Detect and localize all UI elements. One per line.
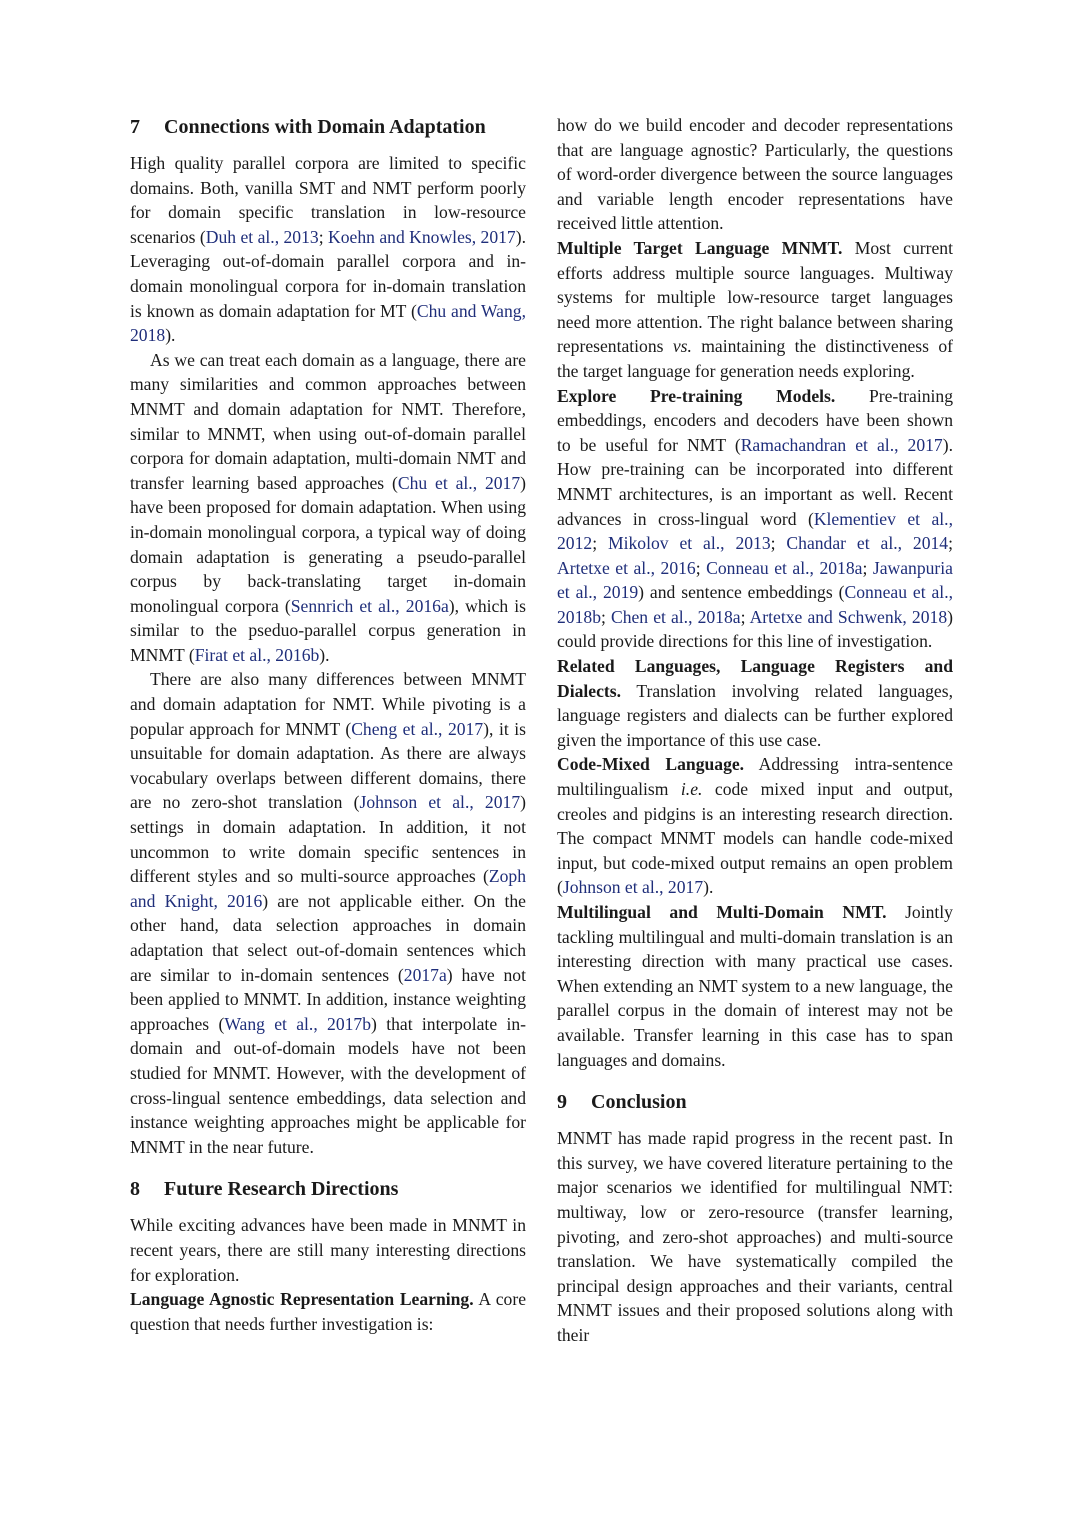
citation-link[interactable]: Conneau et al., 2018a — [706, 557, 863, 578]
right-column — [557, 113, 953, 1348]
section-9-heading: 9 Conclusion — [557, 1091, 687, 1114]
citation-link[interactable]: Johnson et al., 2017 — [562, 877, 704, 898]
section-7-paragraph-1: High quality parallel corpora are limited to specific domains. Both, vanilla SMT and NMT perform poorly for domain specific translation in low-resource scenarios (Duh et al., 2013; Koehn and Knowles, 2017). Leveraging out-of-domain parallel corpora and in-domain monolingual corpora for in-domain translation is known as domain adaptation for MT (Chu and Wang, 2018). — [130, 153, 526, 346]
section-8-heading: 8 Future Research Directions — [130, 1178, 399, 1201]
citation-link[interactable]: Duh et al., 2013 — [205, 226, 319, 247]
section-8-intro: While exciting advances have been made in MNMT in recent years, there are still many interesting directions for exploration. — [130, 1215, 526, 1285]
research-item-language-agnostic-part2: how do we build encoder and decoder representations that are language agnostic? Particularly, the questions of word-order divergence between the source languages and variable length encoder representations have received little attention. — [557, 115, 953, 234]
research-item-related-languages: Related Languages, Language Registers and Dialects. Translation involving related languages, language registers and dialects can be further explored given the importance of this use case. — [557, 656, 953, 750]
citation-link[interactable]: Mikolov et al., 2013 — [607, 533, 771, 554]
citation-link[interactable]: Zoph and Knight, 2016 — [130, 866, 526, 911]
left-column — [130, 113, 526, 1336]
citation-link[interactable]: Conneau et al., 2018b — [557, 582, 953, 627]
research-item-heading: Multilingual and Multi-Domain NMT. — [557, 902, 887, 922]
citation-link[interactable]: Wang et al., 2017b — [224, 1013, 372, 1034]
citation-link[interactable]: Sennrich et al., 2016a — [290, 595, 449, 616]
research-item-heading: Multiple Target Language MNMT. — [557, 237, 843, 258]
section-9-paragraph-1: MNMT has made rapid progress in the recent past. In this survey, we have covered literature pertaining to the major scenarios we identified for multilingual NMT: multiway, low or zero-resource (transfer learning, pivoting, and zero-shot approaches) and multi-source translation. We have systematically compiled the principal design approaches and their variants, central MNMT issues and their proposed solutions along with their — [557, 1128, 953, 1345]
research-item-multi-domain: Multilingual and Multi-Domain NMT. Jointly tackling multilingual and multi-domain translation is an interesting direction with many practical use cases. When extending an NMT system to a new language, the parallel corpus in the domain of interest may not be available. Transfer learning in this case has to span languages and domains. — [557, 902, 953, 1070]
citation-link[interactable]: Artetxe and Schwenk, 2018 — [749, 606, 948, 627]
research-item-heading: Explore Pre-training Models. — [557, 385, 836, 406]
citation-link[interactable]: Ramachandran et al., 2017 — [740, 434, 943, 455]
citation-link[interactable]: Cheng et al., 2017 — [351, 718, 484, 739]
research-item-language-agnostic-part1: Language Agnostic Representation Learning. A core question that needs further investigation is: — [130, 1289, 526, 1334]
citation-link[interactable]: Chen et al., 2018a — [610, 606, 741, 627]
section-7-heading: 7 Connections with Domain Adaptation — [130, 116, 486, 138]
citation-link[interactable]: Chu and Wang, 2018 — [130, 300, 526, 346]
research-item-multiple-target: Multiple Target Language MNMT. Most current efforts address multiple source languages. Multiway systems for multiple low-resource target languages need more attention. The right balance between sharing representations vs. maintaining the distinctiveness of the target language for generation needs exploring. — [557, 237, 953, 381]
research-item-heading: Code-Mixed Language. — [557, 754, 745, 775]
citation-link[interactable]: Chu et al., 2017 — [397, 472, 521, 493]
research-item-code-mixed: Code-Mixed Language. Addressing intra-sentence multilingualism i.e. code mixed input and output, creoles and pidgins is an interesting research direction. The compact MNMT models can handle code-mixed input, but code-mixed output remains an open problem (Johnson et al., 2017). — [557, 754, 953, 898]
citation-link[interactable]: Firat et al., 2016b — [194, 644, 320, 665]
citation-link[interactable]: Jawanpuria et al., 2019 — [557, 557, 953, 603]
research-item-pretraining: Explore Pre-training Models. Pre-training embeddings, encoders and decoders have been shown to be useful for NMT (Ramachandran et al., 2017). How pre-training can be incorporated into different MNMT architectures, is an important as well. Recent advances in cross-lingual word (Klementiev et al., 2012; Mikolov et al., 2013; Chandar et al., 2014; Artetxe et al., 2016; Conneau et al., 2018a; Jawanpuria et al., 2019) and sentence embeddings (Conneau et al., 2018b; Chen et al., 2018a; Artetxe and Schwenk, 2018) could provide directions for this line of investigation. — [557, 385, 954, 652]
citation-link[interactable]: Klementiev et al., 2012 — [557, 508, 953, 554]
citation-link[interactable]: Chandar et al., 2014 — [786, 533, 949, 554]
citation-link[interactable]: Koehn and Knowles, 2017 — [328, 226, 516, 247]
citation-link[interactable]: Artetxe et al., 2016 — [557, 557, 696, 578]
citation-link[interactable]: 2017a — [403, 964, 447, 985]
section-7-paragraph-3: There are also many differences between MNMT and domain adaptation for NMT. While pivoting is a popular approach for MNMT (Cheng et al., 2017), it is unsuitable for domain adaptation. As there are always vocabulary overlaps between different domains, there are no zero-shot translation (Johnson et al., 2017) settings in domain adaptation. In addition, it not uncommon to write domain specific sentences in different styles and so multi-source approaches (Zoph and Knight, 2016) are not applicable either. On the other hand, data selection approaches in domain adaptation that select out-of-domain sentences which are similar to in-domain sentences (2017a) have not been applied to MNMT. In addition, instance weighting approaches (Wang et al., 2017b) that interpolate in-domain and out-of-domain models have not been studied for MNMT. However, with the development of cross-lingual sentence embeddings, data selection and instance weighting approaches might be applicable for MNMT in the near future. — [130, 669, 526, 1157]
citation-link[interactable]: Johnson et al., 2017 — [359, 792, 521, 813]
section-7-paragraph-2: As we can treat each domain as a language, there are many similarities and common approaches between MNMT and domain adaptation for NMT. Therefore, similar to MNMT, when using out-of-domain parallel corpora for domain adaptation, multi-domain NMT and transfer learning based approaches (Chu et al., 2017) have been proposed for domain adaptation. When using in-domain monolingual corpora, a typical way of doing domain adaptation is generating a pseudo-parallel corpus by back-translating target in-domain monolingual corpora (Sennrich et al., 2016a), which is similar to the pseduo-parallel corpus generation in MNMT (Firat et al., 2016b). — [130, 349, 527, 665]
research-item-heading: Related Languages, Language Registers and Dialects. — [557, 656, 953, 701]
